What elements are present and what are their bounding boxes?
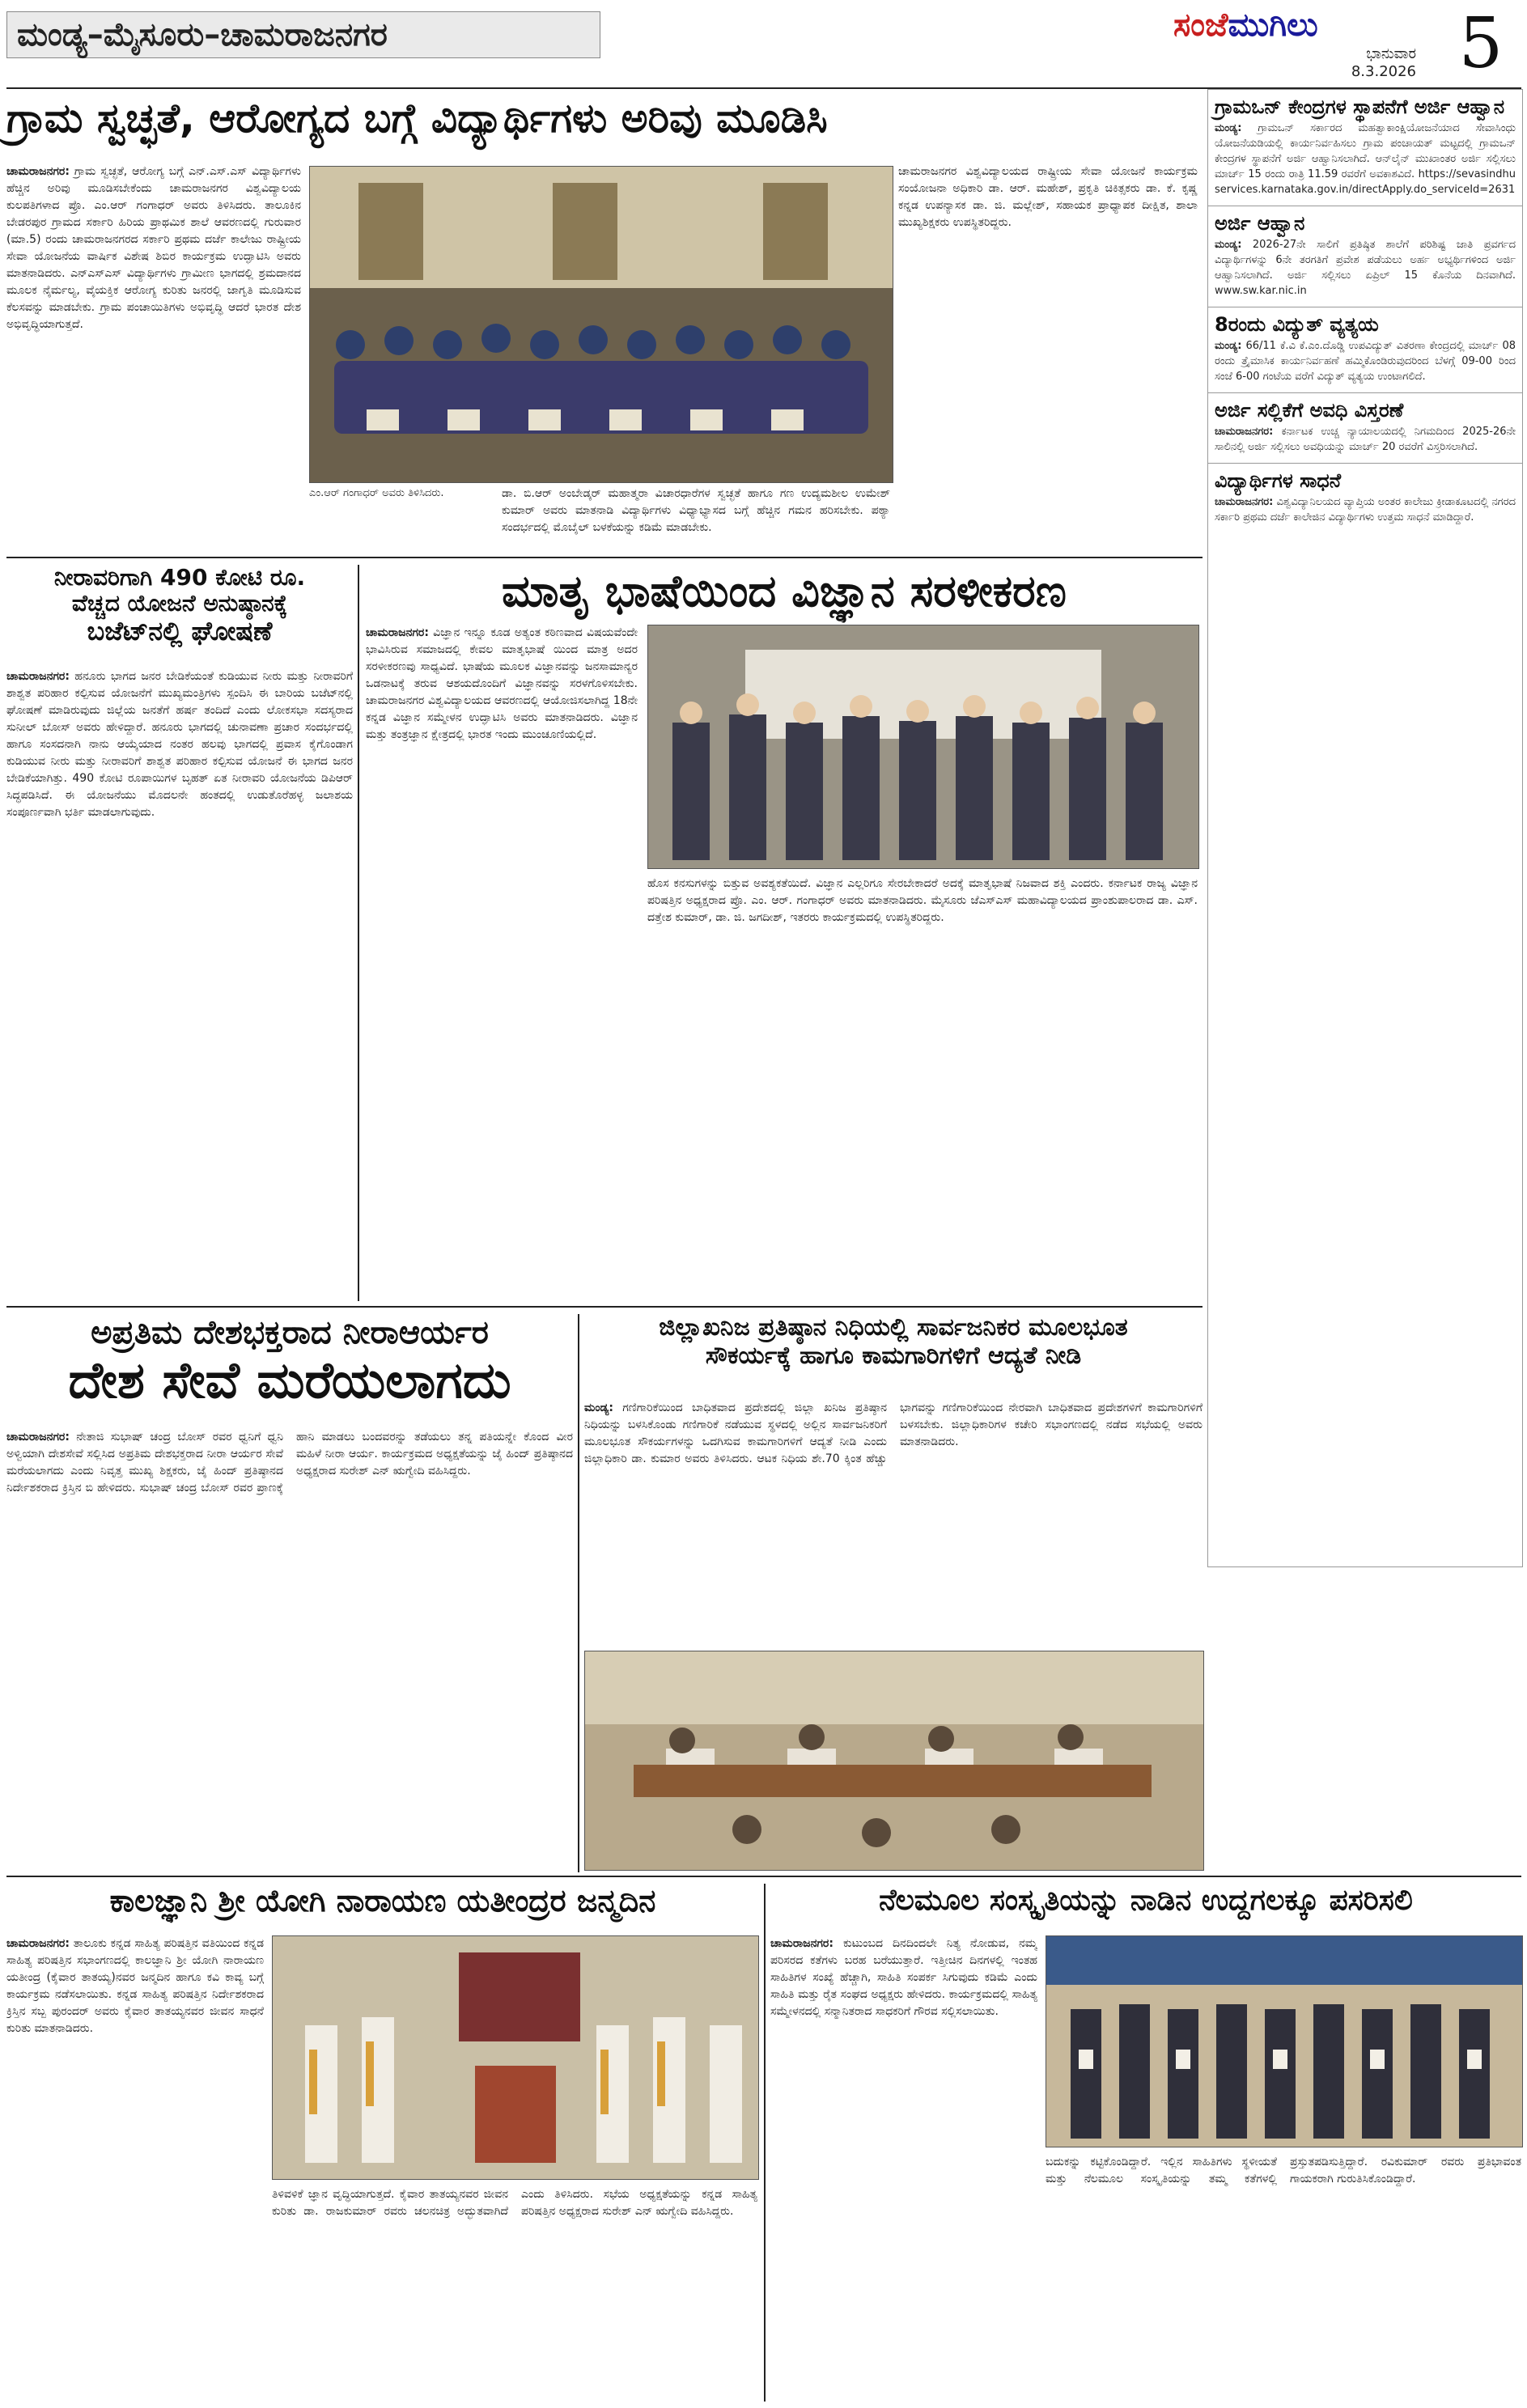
- story6-column-1: [6, 1935, 264, 2397]
- story7-column-2: ಬದುಕನ್ನು ಕಟ್ಟಿಕೊಂಡಿದ್ದಾರೆ. ಇಲ್ಲಿನ ಸಾಹಿತಿಗಳು ಸ್ಥಳೀಯತೆ ಮತ್ತು ನೆಲಮೂಲ ಸಂಸ್ಕೃತಿಯನ್ನು ತಮ್ಮ ಕತೆಗಳಲ್ಲಿ ಪ್ರಸ್ತುತಪಡಿಸುತ್ತಿದ್ದಾರೆ. ರವಿಕುಮಾರ್ ರವರು ಪ್ರತಿಭಾವಂತ ಗಾಯಕರಾಗಿ ಗುರುತಿಸಿಕೊಂಡಿದ್ದಾರೆ.: [1046, 2156, 1521, 2185]
- masthead: [1173, 6, 1416, 79]
- story1-column-2b: ಡಾ. ಬಿ.ಆರ್ ಅಂಬೇಡ್ಕರ್ ಮಹಾತ್ಮರಾ ವಿಚಾರಧಾರೆಗಳ ಸ್ವಚ್ಛತೆ ಹಾಗೂ ಗಣ ಉದ್ಯಮಶೀಲ ಉಮೇಶ್ ಕುಮಾರ್ ಅವರು ಮಾತನಾಡಿ ವಿದ್ಯಾರ್ಥಿಗಳು ವಿಧ್ಯಾಭ್ಯಾಸದ ಬಗ್ಗೆ ಹೆಚ್ಚಿನ ಗಮನ ಹರಿಸಬೇಕು. ಪಠ್ಯಾ ಸಂದರ್ಭದಲ್ಲಿ ಮೊಬೈಲ್ ಬಳಕೆಯನ್ನು ಕಡಿಮೆ ಮಾಡಬೇಕು.: [502, 487, 890, 534]
- sidebar-item3-text: 66/11 ಕೆ.ವಿ ಕೆ.ಎಂ.ದೊಡ್ಡಿ ಉಪವಿದ್ಯುತ್ ವಿತರಣಾ ಕೇಂದ್ರದಲ್ಲಿ ಮಾರ್ಚ್ 08 ರಂದು ತ್ರೈಮಾಸಿಕ ಕಾರ್ಯನಿರ್ವಹಣೆ ಹಮ್ಮಿಕೊಂಡಿರುವುದರಿಂದ ಬೆಳಗ್ಗೆ 09-00 ರಿಂದ ಸಂಜೆ 6-00 ಗಂಟೆಯ ವರೆಗೆ ವಿದ್ಯುತ್ ವ್ಯತ್ಯಯ ಉಂಟಾಗಲಿದೆ.: [1215, 340, 1516, 383]
- paper-name-part-b: ಮುಗಿಲು: [1228, 6, 1318, 44]
- story4-dateline: ಚಾಮರಾಜನಗರ:: [6, 1431, 70, 1444]
- sidebar-item1-body: [1208, 121, 1522, 197]
- issue-date-value: 8.3.2026: [1351, 63, 1416, 80]
- story2-headline-line3: ಬಜೆಟ್‌ನಲ್ಲಿ ಘೋಷಣೆ: [87, 616, 273, 647]
- event-photo-illustration: [273, 1936, 758, 2179]
- story7-photo: [1046, 1935, 1523, 2147]
- sidebar-item1-title: ಗ್ರಾಮಒನ್ ಕೇಂದ್ರಗಳ ಸ್ಥಾಪನೆಗೆ ಅರ್ಜಿ ಆಹ್ವಾನ: [1215, 95, 1505, 118]
- sidebar-item4-dateline: ಚಾಮರಾಜನಗರ:: [1215, 426, 1274, 438]
- sidebar-item3-title: 8ರಂದು ವಿದ್ಯುತ್ ವ್ಯತ್ಯಯ: [1208, 307, 1522, 338]
- story2-headline: [6, 565, 353, 662]
- story1-photo-caption: ಎಂ.ಆರ್ ಗಂಗಾಧರ್ ಅವರು ತಿಳಿಸಿದರು.: [309, 487, 444, 499]
- story2-divider: [358, 565, 359, 1301]
- story1-body-1: ಗ್ರಾಮ ಸ್ವಚ್ಛತೆ, ಆರೋಗ್ಯ ಬಗ್ಗೆ ಎನ್‌.ಎಸ್‌.ಎಸ್‌ ವಿದ್ಯಾರ್ಥಿಗಳು ಹೆಚ್ಚಿನ ಅರಿವು ಮೂಡಿಸಬೇಕೆಂದು ಚಾಮರಾಜನಗರ ವಿಶ್ವವಿದ್ಯಾಲಯ ಕುಲಪತಿಗಳಾದ ಪ್ರೊ. ಎಂ.ಆರ್ ಗಂಗಾಧರ್ ಅವರು ತಿಳಿಸಿದರು. ತಾಲೂಕಿನ ಬೇಡರಪುರ ಗ್ರಾಮದ ಸರ್ಕಾರಿ ಹಿರಿಯ ಪ್ರಾಥಮಿಕ ಶಾಲೆ ಆವರಣದಲ್ಲಿ ಗುರುವಾರ (ಮಾ.5) ರಂದು ಚಾಮರಾಜನಗರದ ಸರ್ಕಾರಿ ಪ್ರಥಮ ದರ್ಜೆ ಕಾಲೇಜು ರಾಷ್ಟ್ರೀಯ ಸೇವಾ ಯೋಜನೆಯ ವಾರ್ಷಿಕ ವಿಶೇಷ ಶಿಬಿರ ಕಾರ್ಯಕ್ರಮ ಉದ್ಘಾಟಿಸಿ ಅವರು ಮಾತನಾಡಿದರು. ಎನ್‌ಎಸ್‌ಎಸ್ ವಿದ್ಯಾರ್ಥಿಗಳು ಗ್ರಾಮೀಣ ಭಾಗದಲ್ಲಿ ಶ್ರಮದಾನದ ಮೂಲಕ ನೈರ್ಮಲ್ಯ, ವೈಯಕ್ತಿಕ ಆರೋಗ್ಯ ಕುರಿತು ಜನರಲ್ಲಿ ಜಾಗೃತಿ ಮೂಡಿಸುವ ಕೆಲಸವನ್ನು ಮಾಡಬೇಕು. ಗ್ರಾಮ ಪಂಚಾಯಿತಿಗಳು ಅಭಿವೃದ್ಧಿ ಆದರೆ ಭಾರತ ದೇಶ ಅಭಿವೃದ್ಧಿಯಾಗುತ್ತದೆ.: [6, 165, 301, 331]
- story5-body-text: ಗಣಿಗಾರಿಕೆಯಿಂದ ಬಾಧಿತವಾದ ಪ್ರದೇಶದಲ್ಲಿ ಜಿಲ್ಲಾ ಖನಿಜ ಪ್ರತಿಷ್ಠಾನ ನಿಧಿಯನ್ನು ಬಳಸಿಕೊಂಡು ಗಣಿಗಾರಿಕೆ ನಡೆಯುವ ಸ್ಥಳದಲ್ಲಿ ಅಲ್ಲಿನ ಸಾರ್ವಜನಿಕರಿಗೆ ಮೂಲಭೂತ ಸೌಕರ್ಯಗಳನ್ನು ಒದಗಿಸುವ ಕಾಮಗಾರಿಗಳಿಗೆ ಆದ್ಯತೆ ನೀಡಿ ಎಂದು ಜಿಲ್ಲಾಧಿಕಾರಿ ಡಾ. ಕುಮಾರ ಅವರು ತಿಳಿಸಿದರು. ಆಟಕ ನಿಧಿಯ ಶೇ.70 ಕ್ಕಿಂತ ಹೆಚ್ಚು ಭಾಗವನ್ನು ಗಣಿಗಾರಿಕೆಯಿಂದ ನೇರವಾಗಿ ಬಾಧಿತವಾದ ಪ್ರದೇಶಗಳಿಗೆ ಕಾಮಗಾರಿಗಳಿಗೆ ಬಳಸಬೇಕು. ಜಿಲ್ಲಾಧಿಕಾರಿಗಳ ಕಚೇರಿ ಸಭಾಂಗಣದಲ್ಲಿ ನಡೆದ ಸಭೆಯಲ್ಲಿ ಅವರು ಮಾತನಾಡಿದರು.: [584, 1401, 1203, 1465]
- story1-column-1: [6, 163, 301, 544]
- story7-column-1: [770, 1935, 1037, 2397]
- story3-rule: [6, 1306, 1203, 1308]
- story7-dateline: ಚಾಮರಾಜನಗರ:: [770, 1937, 833, 1950]
- sidebar-item1-text: ಗ್ರಾಮಒನ್ ಸರ್ಕಾರದ ಮಹತ್ವಾಕಾಂಕ್ಷಿಯೋಜನೆಯಾದ ಸೇವಾಸಿಂಧು ಯೋಜನೆಯಡಿಯಲ್ಲಿ ಕಾರ್ಯನಿರ್ವಹಿಸಲು ಗ್ರಾಮ ಪಂಚಾಯತ್ ಮಟ್ಟದಲ್ಲಿ ಗ್ರಾಮಒನ್ ಕೇಂದ್ರಗಳ ಸ್ಥಾಪನೆಗೆ ಅರ್ಜಿ ಆಹ್ವಾನಿಸಲಾಗಿದೆ. ಆನ್‌ಲೈನ್ ಮುಖಾಂತರ ಅರ್ಜಿ ಸಲ್ಲಿಸಲು ಮಾರ್ಚ್ 15 ರಂದು ರಾತ್ರಿ 11.59 ರವರೆಗೆ ಅವಕಾಶವಿದೆ.: [1215, 122, 1516, 180]
- issue-date: [1351, 45, 1416, 81]
- sidebar-item2-link[interactable]: www.sw.kar.nic.in: [1215, 285, 1307, 297]
- sidebar-item4-body: [1208, 424, 1522, 455]
- story1-rule: [6, 557, 1203, 558]
- story6-dateline: ಚಾಮರಾಜನಗರ:: [6, 1937, 70, 1950]
- sidebar-item5-body: [1208, 494, 1522, 525]
- story6-body: ತಾಲೂಕು ಕನ್ನಡ ಸಾಹಿತ್ಯ ಪರಿಷತ್ತಿನ ವತಿಯಿಂದ ಕನ್ನಡ ಸಾಹಿತ್ಯ ಪರಿಷತ್ತಿನ ಸಭಾಂಗಣದಲ್ಲಿ ಕಾಲಜ್ಞಾನಿ ಶ್ರೀ ಯೋಗಿ ನಾರಾಯಣ ಯತೀಂದ್ರ (ಕೈವಾರ ತಾತಯ್ಯ)ನವರ ಜನ್ಮದಿನ ಹಾಗೂ ಕವಿ ಕಾವ್ಯ ಬಗ್ಗೆ ಕಾರ್ಯಕ್ರಮ ನಡೆಸಲಾಯಿತು. ಕನ್ನಡ ಸಾಹಿತ್ಯ ಪರಿಷತ್ತಿನ ನಿರ್ದೇಶಕರಾದ ಕ್ರಿಸ್ತಿನ ಸಬ್ಬ ಪುರಂದರ್ ಅವರು ಕೈವಾರ ತಾತಯ್ಯನವರ ಜೀವನ ಸಾಧನೆ ಕುರಿತು ಮಾತನಾಡಿದರು.: [6, 1937, 264, 2035]
- sidebar-item5-title: ವಿದ್ಯಾರ್ಥಿಗಳ ಸಾಧನೆ: [1208, 463, 1522, 494]
- story3-body-1: ವಿಜ್ಞಾನ ಇನ್ನೂ ಕೂಡ ಅತ್ಯಂತ ಕಠಿಣವಾದ ವಿಷಯವೆಂದೇ ಭಾವಿಸಿರುವ ಸಮಾಜದಲ್ಲಿ ಕೇವಲ ಮಾತೃಭಾಷೆ ಯಿಂದ ಮಾತ್ರ ಅದರ ಸರಳೀಕರಣವು ಸಾಧ್ಯವಿದೆ. ಭಾಷೆಯ ಮೂಲಕ ವಿಜ್ಞಾನವನ್ನು ಜನಸಾಮಾನ್ಯರ ಒಡನಾಟಕ್ಕೆ ತರುವ ಆಶಯದೊಂದಿಗೆ ವಿಜ್ಞಾನವನ್ನು ಸರಳಗೊಳಿಸಬೇಕು. ಚಾಮರಾಜನಗರ ವಿಶ್ವವಿದ್ಯಾಲಯದ ಆವರಣದಲ್ಲಿ ಆಯೋಜಿಸಲಾಗಿದ್ದ 18ನೇ ಕನ್ನಡ ವಿಜ್ಞಾನ ಸಮ್ಮೇಳನ ಉದ್ಘಾಟಿಸಿ ಅವರು ಮಾತನಾಡಿದರು. ವಿಜ್ಞಾನ ಮತ್ತು ತಂತ್ರಜ್ಞಾನ ಕ್ಷೇತ್ರದಲ್ಲಿ ಭಾರತ ಇಂದು ಮುಂಚೂಣಿಯಲ್ಲಿದೆ.: [366, 626, 638, 741]
- sidebar-item1-dateline: ಮಂಡ್ಯ:: [1215, 122, 1242, 134]
- sidebar-briefs: [1207, 89, 1523, 1567]
- story5-photo: [584, 1651, 1204, 1871]
- story4-body-text: ನೇತಾಜಿ ಸುಭಾಷ್ ಚಂದ್ರ ಬೋಸ್ ರವರ ಧ್ವನಿಗೆ ಧ್ವನಿ ಅಳ್ವಿಯಾಗಿ ದೇಶಸೇವೆ ಸಲ್ಲಿಸಿದ ಅಪ್ರತಿಮ ದೇಶಭಕ್ತರಾದ ನೀರಾ ಆರ್ಯರ ಸೇವೆ ಮರೆಯಲಾಗದು ಎಂದು ನಿವೃತ್ತ ಮುಖ್ಯ ಶಿಕ್ಷಕರು, ಜೈ ಹಿಂದ್ ಪ್ರತಿಷ್ಠಾನದ ನಿರ್ದೇಶಕರಾದ ಕ್ರಿಸ್ತಿನ ಬಿ ಹೇಳಿದರು. ಸುಭಾಷ್ ಚಂದ್ರ ಬೋಸ್ ರವರ ಪ್ರಾಣಕ್ಕೆ ಹಾನಿ ಮಾಡಲು ಬಂದವರನ್ನು ತಡೆಯಲು ತನ್ನ ಪತಿಯನ್ನೇ ಕೊಂದ ವೀರ ಮಹಿಳೆ ನೀರಾ ಆರ್ಯ. ಕಾರ್ಯಕ್ರಮದ ಅಧ್ಯಕ್ಷತೆಯನ್ನು ಜೈ ಹಿಂದ್ ಪ್ರತಿಷ್ಠಾನದ ಅಧ್ಯಕ್ಷರಾದ ಸುರೇಶ್ ಎನ್ ಋಗ್ವೇದಿ ವಹಿಸಿದ್ದರು.: [6, 1431, 573, 1494]
- story4-divider: [578, 1314, 579, 1872]
- meeting-photo-illustration: [585, 1651, 1203, 1870]
- group-photo-illustration: [310, 167, 893, 482]
- sidebar-item2-body: [1208, 237, 1522, 299]
- story6-column-2: ತಿಳಿವಳಿಕೆ ಜ್ಞಾನ ವೃದ್ಧಿಯಾಗುತ್ತದೆ. ಕೈವಾರ ತಾತಯ್ಯನವರ ಜೀವನ ಕುರಿತು ಡಾ. ರಾಜಕುಮಾರ್ ರವರು ಚಲನಚಿತ್ರ ಅದ್ಭುತವಾಗಿದೆ ಎಂದು ತಿಳಿಸಿದರು. ಸಭೆಯ ಅಧ್ಯಕ್ಷತೆಯನ್ನು ಕನ್ನಡ ಸಾಹಿತ್ಯ ಪರಿಷತ್ತಿನ ಅಧ್ಯಕ್ಷರಾದ ಸುರೇಶ್ ಎನ್ ಋಗ್ವೇದಿ ವಹಿಸಿದ್ದರು.: [272, 2188, 757, 2218]
- conference-photo-illustration: [648, 625, 1198, 868]
- paper-name-part-a: ಸಂಜೆ: [1173, 6, 1228, 44]
- story2-body-column: [6, 668, 353, 1299]
- story4-headline: [6, 1314, 573, 1419]
- story1-headline: ಗ್ರಾಮ ಸ್ವಚ್ಛತೆ, ಆರೋಗ್ಯದ ಬಗ್ಗೆ ವಿದ್ಯಾರ್ಥಿಗಳು ಅರಿವು ಮೂಡಿಸಿ: [6, 95, 828, 142]
- story7-headline: ನೆಲಮೂಲ ಸಂಸ್ಕೃತಿಯನ್ನು ನಾಡಿನ ಉದ್ದಗಲಕ್ಕೂ ಪಸರಿಸಲಿ: [879, 1884, 1413, 1917]
- sidebar-item4-title: ಅರ್ಜಿ ಸಲ್ಲಿಕೆಗೆ ಅವಧಿ ವಿಸ್ತರಣೆ: [1208, 392, 1522, 424]
- story5-headline-line1: ಜಿಲ್ಲಾಖನಿಜ ಪ್ರತಿಷ್ಠಾನ ನಿಧಿಯಲ್ಲಿ ಸಾರ್ವಜನಿಕರ ಮೂಲಭೂತ: [659, 1313, 1128, 1342]
- story4-headline-line1: ಅಪ್ರತಿಮ ದೇಶಭಕ್ತರಾದ ನೀರಾಆರ್ಯರ: [91, 1314, 489, 1351]
- sidebar-item3-body: [1208, 338, 1522, 384]
- sidebar-item4-text: ಕರ್ನಾಟಕ ಉಚ್ಚ ನ್ಯಾಯಾಲಯದಲ್ಲಿ ನಿಗಮದಿಂದ 2025-26ನೇ ಸಾಲಿನಲ್ಲಿ ಅರ್ಜಿ ಸಲ್ಲಿಸಲು ಅವಧಿಯನ್ನು ಮಾರ್ಚ್ 20 ರವರೆಗೆ ವಿಸ್ತರಿಸಲಾಗಿದೆ.: [1215, 426, 1516, 453]
- story7-body: ಕುಟುಂಬದ ದಿನದಿಂದಲೇ ನಿತ್ಯ ನೋಡುವ, ನಮ್ಮ ಪರಿಸರದ ಕತೆಗಳು ಬರಹ ಬರೆಯುತ್ತಾರೆ. ಇತ್ತೀಚಿನ ದಿನಗಳಲ್ಲಿ ಇಂತಹ ಸಾಹಿತಿಗಳ ಸಂಖ್ಯೆ ಹೆಚ್ಚಾಗಿ, ಸಾಹಿತಿ ಸಂಪರ್ಕ ಸಿಗುವುದು ಕಡಿಮೆ ಎಂದು ಸಾಹಿತಿ ಮತ್ತು ರೈತ ಸಂಘದ ಅಧ್ಯಕ್ಷರು ಹೇಳಿದರು. ಕಾರ್ಯಕ್ರಮದಲ್ಲಿ ಸಾಹಿತ್ಯ ಸಮ್ಮೇಳನದಲ್ಲಿ ಸನ್ಮಾನಿತರಾದ ಸಾಧಕರಿಗೆ ಗೌರವ ಸಲ್ಲಿಸಲಾಯಿತು.: [770, 1937, 1037, 2018]
- story5-dateline: ಮಂಡ್ಯ:: [584, 1401, 613, 1414]
- sidebar-item1-link[interactable]: https://sevasindhuservices.karnataka.gov.in/directApply.do_serviceId=2631: [1215, 168, 1516, 196]
- sidebar-item2-dateline: ಮಂಡ್ಯ:: [1215, 239, 1242, 251]
- sidebar-item5-text: ವಿಶ್ವವಿದ್ಯಾನಿಲಯದ ವ್ಯಾಪ್ತಿಯ ಅಂತರ ಕಾಲೇಜು ಕ್ರೀಡಾಕೂಟದಲ್ಲಿ ನಗರದ ಸರ್ಕಾರಿ ಪ್ರಥಮ ದರ್ಜೆ ಕಾಲೇಜಿನ ವಿದ್ಯಾರ್ಥಿಗಳು ಉತ್ತಮ ಸಾಧನೆ ಮಾಡಿದ್ದಾರೆ.: [1215, 496, 1516, 524]
- story5-body: [584, 1400, 1203, 1643]
- story5-headline: [584, 1314, 1203, 1395]
- sidebar-item5-dateline: ಚಾಮರಾಜನಗರ:: [1215, 496, 1274, 508]
- story2-headline-line2: ವೆಚ್ಚದ ಯೋಜನೆ ಅನುಷ್ಠಾನಕ್ಕೆ: [71, 590, 288, 617]
- sidebar-item3-dateline: ಮಂಡ್ಯ:: [1215, 340, 1242, 352]
- story3-dateline: ಚಾಮರಾಜನಗರ:: [366, 626, 429, 639]
- story1-dateline: ಚಾಮರಾಜನಗರ:: [6, 165, 70, 178]
- sidebar-item2-text: 2026-27ನೇ ಸಾಲಿಗೆ ಪ್ರತಿಷ್ಠಿತ ಶಾಲೆಗೆ ಪರಿಶಿಷ್ಟ ಜಾತಿ ಪ್ರವರ್ಗದ ವಿದ್ಯಾರ್ಥಿಗಳನ್ನು 6ನೇ ತರಗತಿಗೆ ಪ್ರವೇಶ ಪಡೆಯಲು ಅರ್ಹ ಅಭ್ಯರ್ಥಿಗಳಿಂದ ಅರ್ಜಿ ಆಹ್ವಾನಿಸಲಾಗಿದೆ. ಅರ್ಜಿ ಸಲ್ಲಿಸಲು ಏಪ್ರಿಲ್ 15 ಕೊನೆಯ ದಿನವಾಗಿದೆ.: [1215, 239, 1516, 282]
- story3-headline: ಮಾತೃ ಭಾಷೆಯಿಂದ ವಿಜ್ಞಾನ ಸರಳೀಕರಣ: [502, 566, 1067, 617]
- story3-column-2: ಹೊಸ ಕನಸುಗಳನ್ನು ಬಿತ್ತುವ ಅವಶ್ಯಕತೆಯಿದೆ. ವಿಜ್ಞಾನ ಎಲ್ಲರಿಗೂ ಸೇರಬೇಕಾದರೆ ಅದಕ್ಕೆ ಮಾತೃಭಾಷೆ ನಿಜವಾದ ಶಕ್ತಿ ಎಂದರು. ಕರ್ನಾಟಕ ರಾಜ್ಯ ವಿಜ್ಞಾನ ಪರಿಷತ್ತಿನ ಅಧ್ಯಕ್ಷರಾದ ಪ್ರೊ. ಎಂ. ಆರ್. ಗಂಗಾಧರ್ ಅವರು ಮಾತನಾಡಿದರು. ಮೈಸೂರು ಜೆಎಸ್‌ಎಸ್ ಮಹಾವಿದ್ಯಾಲಯದ ಪ್ರಾಂಶುಪಾಲರಾದ ಡಾ. ಎಸ್. ದತ್ತೇಶ ಕುಮಾರ್, ಡಾ. ಜಿ. ಜಗದೀಶ್, ಇತರರು ಕಾರ್ಯಕ್ರಮದಲ್ಲಿ ಉಪಸ್ಥಿತರಿದ್ದರು.: [647, 877, 1198, 924]
- story4-body: [6, 1429, 573, 1866]
- story3-column-1: [366, 625, 638, 1296]
- issue-day: ಭಾನುವಾರ: [1366, 45, 1416, 62]
- section-banner: ಮಂಡ್ಯ–ಮೈಸೂರು–ಚಾಮರಾಜನಗರ: [6, 11, 600, 58]
- story4-headline-line2: ದೇಶ ಸೇವೆ ಮರೆಯಲಾಗದು: [68, 1350, 511, 1410]
- story2-dateline: ಚಾಮರಾಜನಗರ:: [6, 670, 70, 683]
- award-photo-illustration: [1046, 1936, 1522, 2147]
- paper-name: [1173, 6, 1318, 44]
- story5-headline-line2: ಸೌಕರ್ಯಕ್ಕೆ ಹಾಗೂ ಕಾಮಗಾರಿಗಳಿಗೆ ಆದ್ಯತೆ ನೀಡಿ: [705, 1341, 1082, 1370]
- story3-photo: [647, 625, 1199, 869]
- story1-column-3: ಚಾಮರಾಜನಗರ ವಿಶ್ವವಿದ್ಯಾಲಯದ ರಾಷ್ಟ್ರೀಯ ಸೇವಾ ಯೋಜನೆ ಕಾರ್ಯಕ್ರಮ ಸಂಯೋಜನಾ ಅಧಿಕಾರಿ ಡಾ. ಆರ್. ಮಹೇಶ್, ಪ್ರಕೃತಿ ಚಿಕಿತ್ಸಕರು ಡಾ. ಕೆ. ಕೃಷ್ಣ ಕನ್ನಡ ಉಪನ್ಯಾಸಕ ಡಾ. ಜಿ. ಮಲ್ಲೇಶ್, ಸಹಾಯಕ ಪ್ರಾಧ್ಯಾಪಕ ದೀಕ್ಷಿತ, ಶಾಲಾ ಮುಖ್ಯಶಿಕ್ಷಕರು ಉಪಸ್ಥಿತರಿದ್ದರು.: [898, 165, 1198, 229]
- story6-photo: [272, 1935, 759, 2180]
- story6-headline: ಕಾಲಜ್ಞಾನಿ ಶ್ರೀ ಯೋಗಿ ನಾರಾಯಣ ಯತೀಂದ್ರರ ಜನ್ಮದಿನ: [109, 1883, 656, 1918]
- bottom-section-rule: [6, 1876, 1521, 1877]
- story1-photo: [309, 166, 893, 483]
- story2-body: ಹನೂರು ಭಾಗದ ಜನರ ಬೇಡಿಕೆಯಂತೆ ಕುಡಿಯುವ ನೀರು ಮತ್ತು ನೀರಾವರಿಗೆ ಶಾಶ್ವತ ಪರಿಹಾರ ಕಲ್ಪಿಸುವ ಯೋಜನೆಗೆ ಮುಖ್ಯಮಂತ್ರಿಗಳು ಸ್ಪಂದಿಸಿ ಈ ಬಾರಿಯ ಬಜೆಟ್‌ನಲ್ಲಿ ಘೋಷಣೆ ಮಾಡಿರುವುದು ಜಿಲ್ಲೆಯ ಜನತೆಗೆ ಹರ್ಷ ತಂದಿದೆ ಎಂದು ಲೋಕಸಭಾ ಸದಸ್ಯರಾದ ಸುನೀಲ್ ಬೋಸ್ ಅವರು ಹೇಳಿದ್ದಾರೆ. ಹನೂರು ಭಾಗದಲ್ಲಿ ಚುನಾವಣಾ ಪ್ರಚಾರ ಸಂದರ್ಭದಲ್ಲಿ ಹಾಗೂ ಸಂಸದನಾಗಿ ನಾನು ಆಯ್ಕೆಯಾದ ನಂತರ ಹಲವು ಭಾಗದಲ್ಲಿ ಪ್ರವಾಸ ಕೈಗೊಂಡಾಗ ಕುಡಿಯುವ ನೀರು ಮತ್ತು ನೀರಾವರಿಗೆ ಶಾಶ್ವತ ಪರಿಹಾರ ಕಲ್ಪಿಸುವ ಯೋಜನೆ ಈ ಭಾಗದ ಜನರ ಬೇಡಿಕೆಯಾಗಿತ್ತು. 490 ಕೋಟಿ ರೂಪಾಯಿಗಳ ಬೃಹತ್ ಏತ ನೀರಾವರಿ ಯೋಜನೆಯ ಡಿಪಿಆರ್ ಸಿದ್ಧಪಡಿಸಿದೆ. ಈ ಯೋಜನೆಯು ಮೊದಲನೇ ಹಂತದಲ್ಲಿ ಉಡುತೊರೆಹಳ್ಳ ಜಲಾಶಯ ಸಂಪೂರ್ಣವಾಗಿ ಭರ್ತಿ ಮಾಡಲಾಗುವುದು.: [6, 670, 353, 819]
- story6-divider: [764, 1884, 766, 2402]
- story2-headline-line1: ನೀರಾವರಿಗಾಗಿ 490 ಕೋಟಿ ರೂ.: [53, 564, 306, 591]
- sidebar-item2-title: ಅರ್ಜಿ ಆಹ್ವಾನ: [1208, 206, 1522, 237]
- page-number: 5: [1458, 3, 1504, 84]
